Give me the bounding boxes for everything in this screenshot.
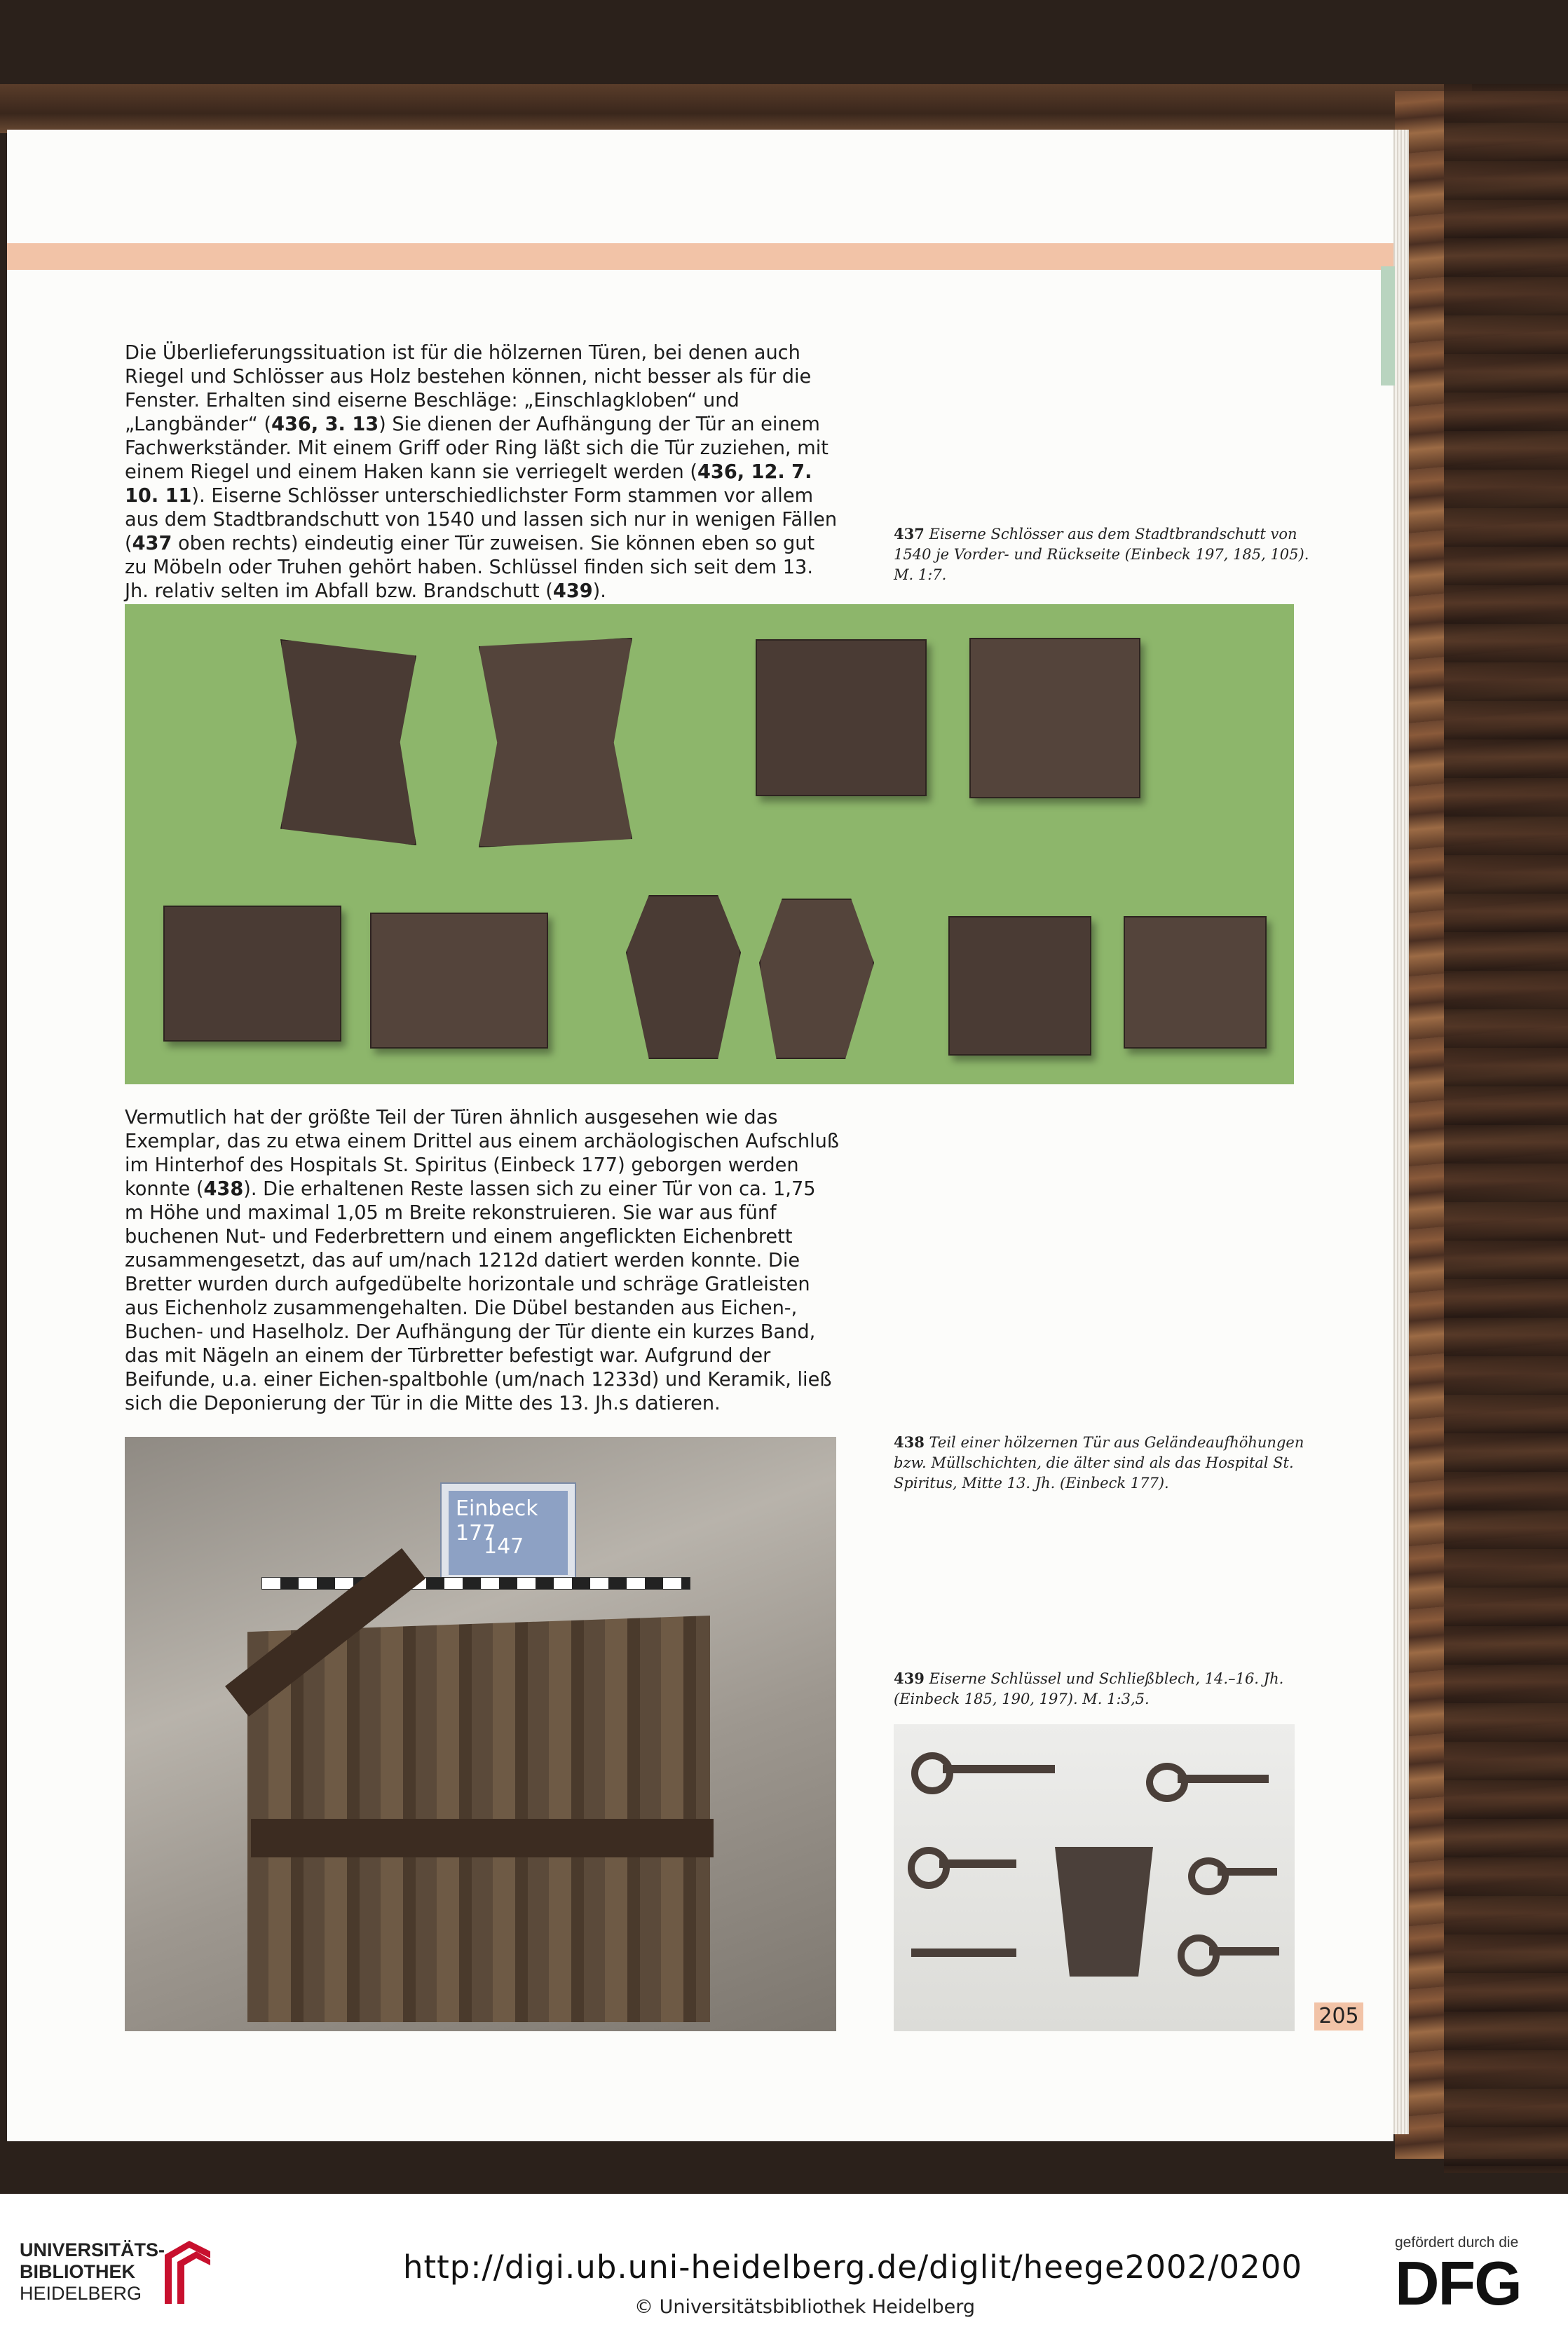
- thumb-tab: [1381, 266, 1395, 385]
- key-shaft: [911, 1949, 1016, 1957]
- door-crossbar: [251, 1819, 714, 1857]
- figure-reference: 437: [132, 533, 172, 554]
- caption-438-number: 438: [894, 1433, 925, 1451]
- library-line-2: BIBLIOTHEK: [20, 2261, 135, 2282]
- lock-plate: [1124, 916, 1267, 1049]
- lock-plate: [479, 638, 632, 847]
- text-run: ) Sie dienen der Aufhängung der Tür an einem Fachwerkständer. Mit einem Griff oder Ring läßt sich die Tür zuziehen, mit einem Riegel und einem Haken kann sie verriegelt werden (: [125, 414, 829, 483]
- text-run: ). Eiserne Schlösser unterschiedlichster Form stammen vor allem aus dem Stadtbrandschutt von 1540 und lassen sich nur in wenigen Fällen (: [125, 485, 838, 554]
- library-line-3: HEIDELBERG: [20, 2283, 142, 2304]
- library-logo-text: [20, 2239, 165, 2305]
- header-color-band: [7, 243, 1393, 270]
- text-run: Schlösser aus Holz bestehen können, nicht besser als für die Fenster. Erhalten sind: [125, 366, 812, 411]
- caption-438-text: Teil einer hölzernen Tür aus Geländeaufhöhungen bzw. Müllschichten, die älter sind als das Hospital St. Spiritus, Mitte 13. Jh. (Einbeck 177).: [894, 1434, 1304, 1492]
- caption-437-number: 437: [894, 525, 925, 542]
- caption-437-text: Eiserne Schlösser aus dem Stadtbrandschutt von 1540 je Vorder- und Rückseite (Einbeck 197, 185, 105). M. 1:7.: [894, 526, 1309, 583]
- page-number: 205: [1314, 2002, 1363, 2031]
- escutcheon-plate: [1055, 1847, 1153, 1977]
- text-run: ).: [592, 580, 606, 602]
- caption-439-number: 439: [894, 1670, 925, 1687]
- caption-439: [894, 1668, 1314, 1709]
- book-edge-top: [0, 84, 1472, 133]
- figure-reference: 436, 12. 7. 10. 11: [125, 461, 812, 507]
- page-edges: [1391, 130, 1409, 2134]
- source-url-link[interactable]: http://digi.ub.uni-heidelberg.de/diglit/heege2002/0200: [403, 2248, 1302, 2286]
- key-bow: [908, 1847, 950, 1889]
- copyright-text: © Universitätsbibliothek Heidelberg: [634, 2296, 976, 2318]
- figure-438-door-photo: [125, 1437, 836, 2031]
- key-shaft: [1218, 1868, 1277, 1876]
- lock-plate: [759, 899, 874, 1059]
- key-shaft: [943, 1765, 1055, 1773]
- caption-438: [894, 1432, 1314, 1494]
- key-bow: [1188, 1857, 1229, 1895]
- caption-439-text: Eiserne Schlüssel und Schließblech, 14.–16. Jh. (Einbeck 185, 190, 197). M. 1:3,5.: [894, 1670, 1284, 1707]
- caption-437: [894, 524, 1314, 585]
- book-spine: [1444, 84, 1568, 2173]
- find-label-line-1: Einbeck 177: [456, 1496, 538, 1545]
- library-line-1: UNIVERSITÄTS-: [20, 2239, 165, 2260]
- lock-plate: [280, 639, 416, 845]
- figure-reference: 439: [552, 580, 593, 602]
- text-run: Die Überlieferungssituation ist für die hölzernen Türen, bei denen auch Riegel und: [125, 342, 800, 388]
- find-label-card: [440, 1482, 576, 1583]
- figure-reference: 436, 3. 13: [271, 414, 379, 435]
- find-label-line-2: 147: [484, 1534, 524, 1559]
- text-run: eiserne Beschläge: „Einschlagkloben“ und „Langbänder“ (: [125, 390, 739, 435]
- lock-plate: [370, 913, 548, 1049]
- dfg-logo: DFG: [1395, 2248, 1521, 2318]
- body-paragraph-1: [125, 341, 840, 603]
- text-run: oben rechts) eindeutig einer Tür zuweisen. Sie können eben so gut zu Möbeln oder Truhen gehört haben. Schlüssel finden sich seit dem 13. Jh. relativ selten im Abfall bzw. Brandschutt (: [125, 533, 815, 602]
- figure-437-locks-photo: [125, 604, 1294, 1084]
- key-bow: [1178, 1934, 1220, 1977]
- funding-text: gefördert durch die: [1395, 2234, 1519, 2251]
- library-logo-icon: [158, 2237, 214, 2307]
- lock-plate: [626, 895, 741, 1059]
- key-bow: [911, 1752, 953, 1794]
- lock-plate: [948, 916, 1091, 1056]
- lock-plate: [969, 638, 1140, 798]
- figure-439-keys-photo: [894, 1724, 1295, 2031]
- key-shaft: [1178, 1775, 1269, 1783]
- book-page: [7, 130, 1393, 2141]
- lock-plate: [756, 639, 927, 796]
- text-run: ). Die erhaltenen Reste lassen sich zu einer Tür von ca. 1,75 m Höhe und maximal 1,05 m Breite rekonstruieren. Sie war aus fünf buchenen Nut- und Federbrettern und einem angeflickten Eichenbrett zusammengesetzt, das auf um/nach 1212d datiert werden konnte. Die Bretter wurden durch aufgedübelte horizontale und schräge Gratleisten aus Eichenholz zusammengehalten. Die Dübel bestanden aus Eichen-, Buchen- und Haselholz. Der Aufhängung der Tür diente ein kurzes Band, das mit Nägeln an einem der Türbretter befestigt war. Aufgrund der Beifunde, u.a. einer Eichen-spaltbohle (um/nach 1233d) und Keramik, ließ sich die Deponierung der Tür in die Mitte des 13. Jh.s datieren.: [125, 1178, 832, 1414]
- key-shaft: [939, 1859, 1016, 1868]
- key-shaft: [1209, 1947, 1279, 1956]
- figure-reference: 438: [203, 1178, 244, 1200]
- text-run: Vermutlich hat der größte Teil der Türen ähnlich ausgesehen wie das Exemplar, das zu etwa einem Drittel aus einem archäologischen Aufschluß im Hinterhof des Hospitals St. Spiritus (Einbeck 177) geborgen werden konnte (: [125, 1107, 840, 1200]
- body-paragraph-2: [125, 1106, 840, 1416]
- lock-plate: [163, 906, 341, 1042]
- scale-bar: [261, 1577, 690, 1590]
